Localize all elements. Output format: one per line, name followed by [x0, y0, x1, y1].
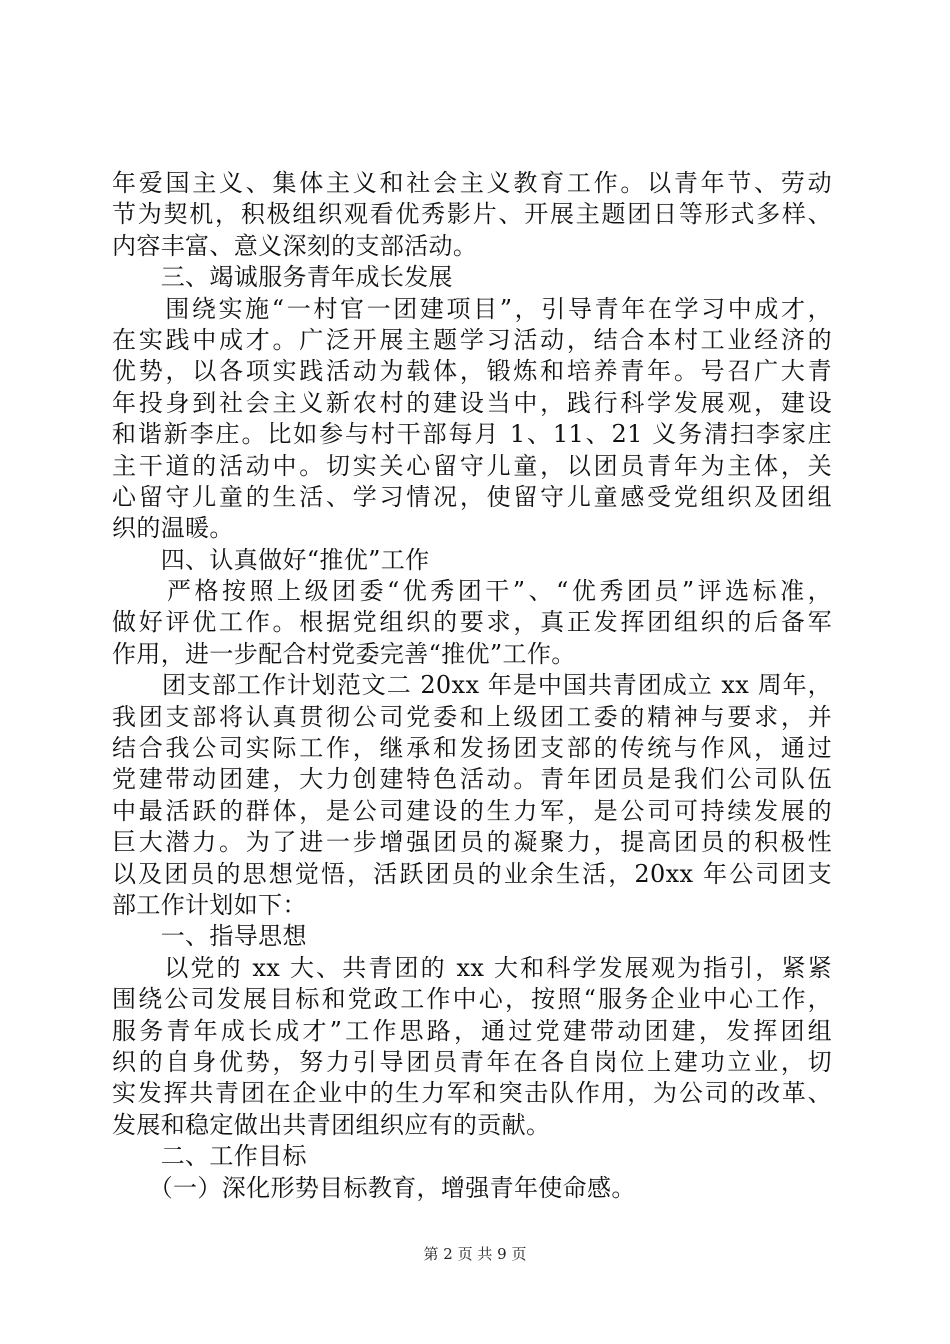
text-line: 团支部工作计划范文二 20xx 年是中国共青团成立 xx 周年，	[112, 671, 832, 700]
text-line: 中最活跃的群体，是公司建设的生力军，是公司可持续发展的	[112, 796, 832, 825]
text-line: 围绕实施“一村官一团建项目”，引导青年在学习中成才，	[112, 294, 832, 323]
text-line: 围绕公司发展目标和党政工作中心，按照“服务企业中心工作，	[112, 985, 832, 1014]
text-line: 实发挥共青团在企业中的生力军和突击队作用，为公司的改革、	[112, 1079, 832, 1108]
text-line: 内容丰富、意义深刻的支部活动。	[112, 231, 478, 260]
text-line: 一、指导思想	[112, 922, 307, 951]
text-line: 三、竭诚服务青年成长发展	[112, 263, 453, 292]
text-line: 部工作计划如下：	[112, 890, 307, 919]
text-line: 织的自身优势，努力引导团员青年在各自岗位上建功立业，切	[112, 1047, 832, 1076]
text-line: 以党的 xx 大、共青团的 xx 大和科学发展观为指引，紧紧	[112, 953, 832, 982]
text-line: 年投身到社会主义新农村的建设当中，践行科学发展观，建设	[112, 388, 832, 417]
text-line: 作用，进一步配合村党委完善“推优”工作。	[112, 639, 576, 668]
text-line: 严格按照上级团委“优秀团干”、“优秀团员”评选标准，	[112, 577, 832, 606]
text-line: 年爱国主义、集体主义和社会主义教育工作。以青年节、劳动	[112, 169, 832, 197]
text-line: 心留守儿童的生活、学习情况，使留守儿童感受党组织及团组	[112, 482, 832, 511]
text-line: 我团支部将认真贯彻公司党委和上级团工委的精神与要求，并	[112, 702, 832, 731]
text-line: 巨大潜力。为了进一步增强团员的凝聚力，提高团员的积极性	[112, 828, 832, 857]
text-line: 党建带动团建，大力创建特色活动。青年团员是我们公司队伍	[112, 765, 832, 794]
text-line: 和谐新李庄。比如参与村干部每月 1、11、21 义务清扫李家庄	[112, 420, 832, 449]
text-line: 节为契机，积极组织观看优秀影片、开展主题团日等形式多样、	[112, 200, 832, 229]
text-line: 服务青年成长成才”工作思路，通过党建带动团建，发挥团组	[112, 1016, 832, 1045]
text-line: 以及团员的思想觉悟，活跃团员的业余生活，20xx 年公司团支	[112, 859, 832, 888]
text-line: 在实践中成才。广泛开展主题学习活动，结合本村工业经济的	[112, 325, 832, 354]
text-line: 二、工作目标	[112, 1142, 307, 1171]
text-line: （一）深化形势目标教育，增强青年使命感。	[112, 1173, 636, 1202]
text-line: 做好评优工作。根据党组织的要求，真正发挥团组织的后备军	[112, 608, 832, 637]
text-line: 结合我公司实际工作，继承和发扬团支部的传统与作风，通过	[112, 734, 832, 763]
document-body	[112, 168, 832, 1204]
text-line: 四、认真做好“推优”工作	[112, 545, 430, 574]
text-line: 织的温暖。	[112, 514, 234, 543]
text-line: 优势，以各项实践活动为载体，锻炼和培养青年。号召广大青	[112, 357, 832, 386]
text-line: 发展和稳定做出共青团组织应有的贡献。	[112, 1110, 551, 1139]
text-line: 主干道的活动中。切实关心留守儿童，以团员青年为主体，关	[112, 451, 832, 480]
page-footer: 第 2 页 共 9 页	[423, 1245, 527, 1263]
